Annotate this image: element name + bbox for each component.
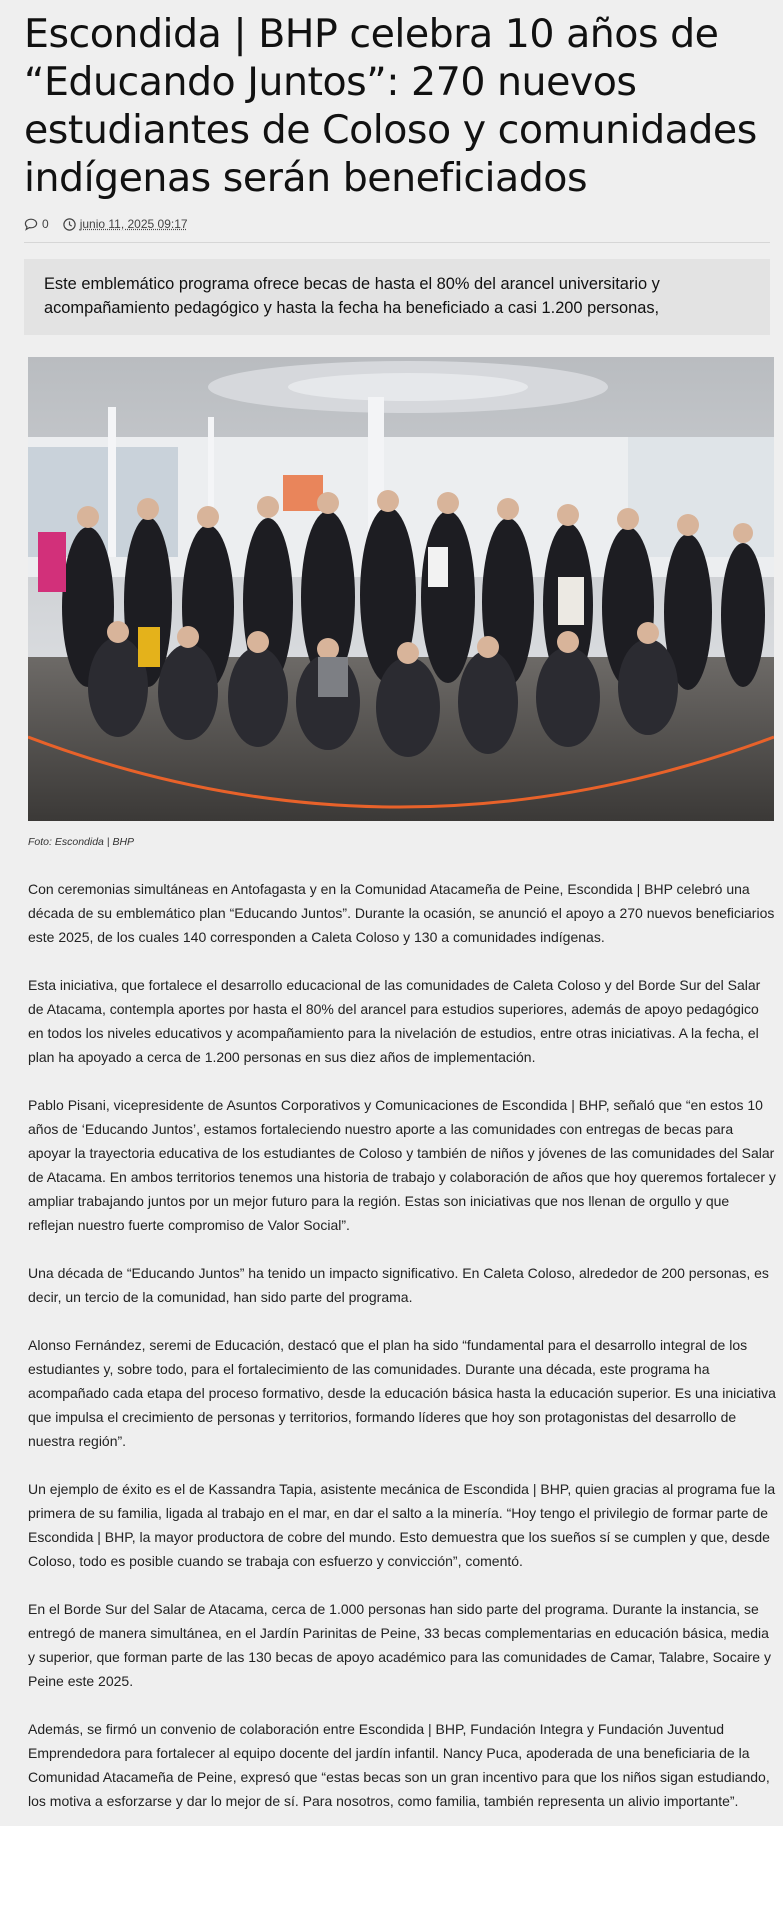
clock-icon <box>63 218 76 231</box>
article-meta <box>24 214 202 234</box>
body-paragraph: Pablo Pisani, vicepresidente de Asuntos Corporativos y Comunicaciones de Escondida | BHP, señaló que “en estos 10 años de ‘Educando Juntos’, estamos fortaleciendo nuestro aporte a las comunidades con entregas de becas para apoyar la trayectoria educativa de los estudiantes de Coloso y también de niños y jóvenes de las comunidades del Salar de Atacama. En ambos territorios tenemos una historia de trabajo y colaboración de años que hoy queremos fortalecer y ampliar trabajando juntos por un mejor futuro para la región. Estas son iniciativas que nos llenan de orgullo y que reflejan nuestro fuerte compromiso de Valor Social”. <box>28 1097 776 1233</box>
lead-text: Este emblemático programa ofrece becas de hasta el 80% del arancel universitario y acompañamiento pedagógico y hasta la fecha ha beneficiado a casi 1.200 personas, <box>44 275 660 317</box>
body-paragraph: Una década de “Educando Juntos” ha tenido un impacto significativo. En Caleta Coloso, alrededor de 200 personas, es decir, un tercio de la comunidad, han sido parte del programa. <box>28 1265 769 1305</box>
meta-divider <box>24 242 770 243</box>
speech-bubble-icon <box>24 218 38 231</box>
lead-box <box>24 259 770 335</box>
article-photo <box>28 357 774 821</box>
body-paragraph: Con ceremonias simultáneas en Antofagasta y en la Comunidad Atacameña de Peine, Escondida | BHP celebró una década de su emblemático plan “Educando Juntos”. Durante la ocasión, se anunció el apoyo a 270 nuevos beneficiarios este 2025, de los cuales 140 corresponden a Caleta Coloso y 130 a comunidades indígenas. <box>28 881 775 945</box>
publish-date: junio 11, 2025 09:17 <box>79 217 188 231</box>
comments-count: 0 <box>42 217 49 231</box>
body-paragraph: Un ejemplo de éxito es el de Kassandra Tapia, asistente mecánica de Escondida | BHP, quien gracias al programa fue la primera de su familia, ligada al trabajo en el mar, en dar el salto a la minería. “Hoy tengo el privilegio de formar parte de Escondida | BHP, la mayor productora de cobre del mundo. Esto demuestra que los sueños sí se cumplen y que, desde Coloso, todo es posible cuando se trabaja con esfuerzo y convicción”, comentó. <box>28 1481 776 1569</box>
article-body <box>28 877 776 1837</box>
body-paragraph: Alonso Fernández, seremi de Educación, destacó que el plan ha sido “fundamental para el desarrollo integral de los estudiantes y, sobre todo, para el fortalecimiento de las comunidades. Durante una década, este programa ha acompañado cada etapa del proceso formativo, desde la educación básica hasta la educación superior. Es una iniciativa que impulsa el crecimiento de personas y territorios, formando líderes que hoy son protagonistas del desarrollo de nuestra región”. <box>28 1337 776 1449</box>
article-title: Escondida | BHP celebra 10 años de “Educando Juntos”: 270 nuevos estudiantes de Coloso y comunidades indígenas serán beneficiados <box>24 11 757 201</box>
body-paragraph: En el Borde Sur del Salar de Atacama, cerca de 1.000 personas han sido parte del programa. Durante la instancia, se entregó de manera simultánea, en el Jardín Parinitas de Peine, 33 becas complementarias en educación básica, media y superior, que forman parte de las 130 becas de apoyo académico para las comunidades de Camar, Talabre, Socaire y Peine este 2025. <box>28 1601 771 1689</box>
article-container <box>4 0 779 1826</box>
comments-link[interactable] <box>24 217 49 231</box>
body-paragraph: Esta iniciativa, que fortalece el desarrollo educacional de las comunidades de Caleta Coloso y del Borde Sur del Salar de Atacama, contempla aportes por hasta el 80% del arancel para estudios superiores, además de apoyo pedagógico en todos los niveles educativos y acompañamiento para la nivelación de estudios, entre otras iniciativas. A la fecha, el plan ha apoyado a cerca de 1.200 personas en sus diez años de implementación. <box>28 977 761 1065</box>
group-photo-image <box>28 357 774 821</box>
body-paragraph: Además, se firmó un convenio de colaboración entre Escondida | BHP, Fundación Integra y Fundación Juventud Emprendedora para fortalecer al equipo docente del jardín infantil. Nancy Puca, apoderada de una beneficiaria de la Comunidad Atacameña de Peine, expresó que “estas becas son un gran incentivo para que los niños sigan estudiando, los motiva a esforzarse y dar lo mejor de sí. Para nosotros, como familia, también representa un alivio importante”. <box>28 1721 770 1809</box>
date-link[interactable] <box>63 217 188 231</box>
photo-caption: Foto: Escondida | BHP <box>28 836 135 848</box>
